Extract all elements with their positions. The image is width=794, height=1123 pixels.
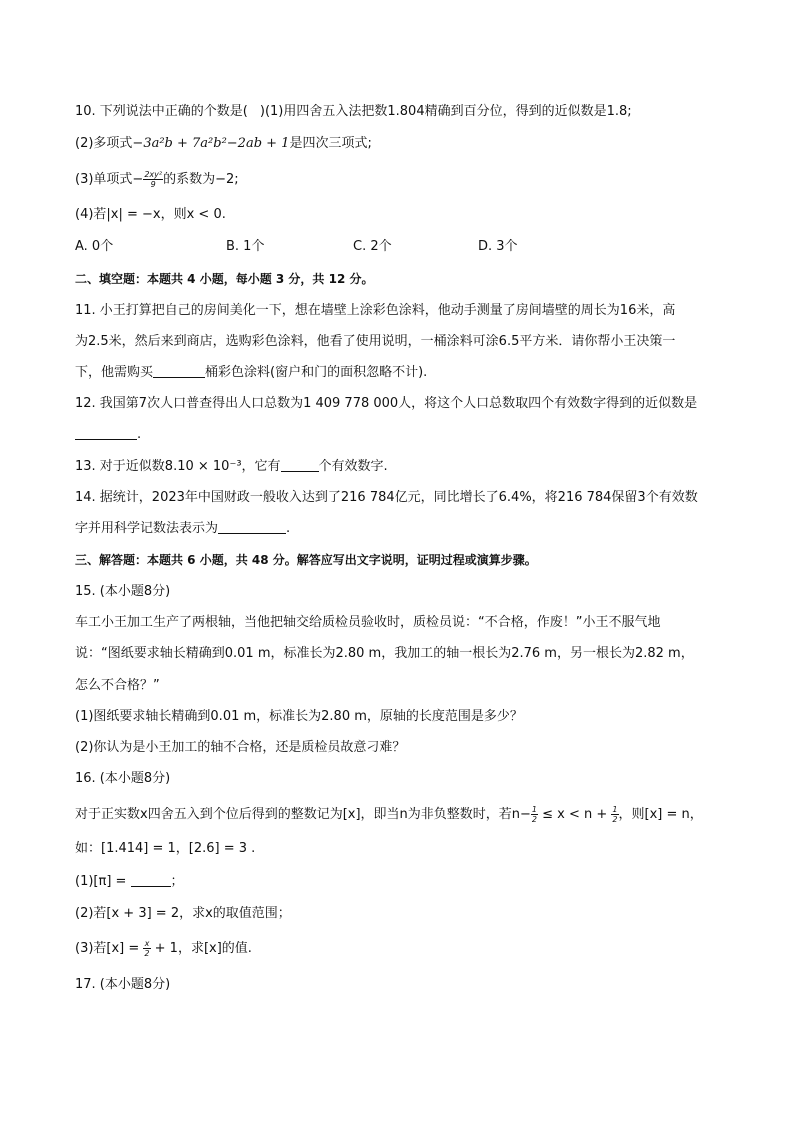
q14-line2-period: . (286, 521, 291, 536)
q10-item3-numerator: 2xy² (144, 170, 163, 179)
q16-sub3-fraction (143, 939, 150, 958)
q11-line3-part1: 下，他需购买 (75, 365, 154, 380)
q11-line1: 11. 小王打算把自己的房间美化一下，想在墙壁上涂彩色涂料，他动手测量了房间墙壁的周长为16米，高 (75, 303, 676, 318)
q16-sub3 (75, 939, 252, 958)
q16-sub3-numerator: x (144, 939, 150, 948)
q10-option-c: C. 2个 (353, 239, 392, 254)
q13-part2: 个有效数字. (318, 459, 388, 474)
q11-line3-part2: 桶彩色涂料(窗户和门的面积忽略不计). (205, 365, 428, 380)
q16-line1-part1: 对于正实数x四舍五入到个位后得到的整数记为[x]，即当n为非负整数时，若n− (75, 807, 531, 822)
q16-half-numerator-2: 1 (612, 805, 618, 814)
q10-item2-label: (2)多项式 (75, 136, 133, 151)
q13-part1: 13. 对于近似数8.10 × 10⁻³，它有 (75, 459, 281, 474)
q16-half-fraction-2 (611, 805, 618, 824)
q17-title: 17. (本小题8分) (75, 977, 171, 992)
section-2-heading: 二、填空题：本题共 4 小题，每小题 3 分，共 12 分。 (75, 272, 374, 286)
q10-stem-part1: 10. 下列说法中正确的个数是( (75, 104, 248, 119)
q10-option-d: D. 3个 (478, 239, 518, 254)
q10-item4: (4)若|x| = −x，则x < 0. (75, 207, 226, 222)
q16-sub3-denominator: 2 (144, 949, 150, 958)
q13-line (75, 457, 388, 476)
q10-option-b: B. 1个 (226, 239, 265, 254)
q16-sub2: (2)若[x + 3] = 2，求x的取值范围； (75, 906, 291, 921)
q10-stem (75, 103, 632, 121)
q10-item2-tail: 是四次三项式; (289, 136, 372, 151)
q16-half-denominator-1: 2 (531, 815, 537, 824)
q16-half-fraction-1 (531, 805, 538, 824)
q16-half-numerator-1: 1 (531, 805, 537, 814)
q10-item2-formula: −3a²b + 7a²b²−2ab + 1 (132, 136, 290, 151)
q11-line2: 为2.5米，然后来到商店，选购彩色涂料，他看了使用说明，一桶涂料可涂6.5平方米．请你帮小王决策一 (75, 334, 676, 349)
q14-line2 (75, 519, 290, 538)
q11-line3 (75, 363, 427, 382)
q12-line1: 12. 我国第7次人口普查得出人口总数为1 409 778 000人，将这个人口总数取四个有效数字得到的近似数是 (75, 396, 698, 411)
q10-option-a: A. 0个 (75, 239, 114, 254)
q10-item3-fraction (143, 170, 163, 189)
q12-answer-blank[interactable] (75, 425, 137, 440)
q10-stem-part2: )(1)用四舍五入法把数1.804精确到百分位，得到的近似数是1.8; (259, 104, 632, 119)
q16-title: 16. (本小题8分) (75, 771, 171, 786)
q13-answer-blank[interactable] (281, 457, 319, 472)
q10-item3 (75, 170, 239, 189)
q16-line1 (75, 805, 703, 824)
q15-line1: 车工小王加工生产了两根轴，当他把轴交给质检员验收时，质检员说：“不合格，作废！”小王不服气地 (75, 615, 661, 630)
q14-answer-blank[interactable] (218, 519, 286, 534)
q16-sub1-part2: ； (170, 874, 184, 889)
q15-sub2: (2)你认为是小王加工的轴不合格，还是质检员故意刁难？ (75, 740, 406, 755)
q16-line1-part2: ≤ x < n + (538, 807, 612, 822)
q16-sub1-answer-blank[interactable] (131, 872, 171, 887)
q10-item3-label: (3)单项式− (75, 172, 144, 187)
q16-line2: 如：[1.414] = 1，[2.6] = 3 . (75, 841, 256, 856)
q16-sub1 (75, 872, 184, 891)
section-3-heading: 三、解答题：本题共 6 小题，共 48 分。解答应写出文字说明，证明过程或演算步骤。 (75, 553, 537, 567)
q15-line3: 怎么不合格？” (75, 678, 160, 693)
q12-line2 (75, 425, 141, 444)
q15-sub1: (1)图纸要求轴长精确到0.01 m，标准长为2.80 m，原轴的长度范围是多少？ (75, 709, 523, 724)
q10-item3-tail: 的系数为−2; (163, 172, 239, 187)
q16-sub1-part1: (1)[π] = (75, 874, 131, 889)
q12-line2-period: . (137, 427, 142, 442)
q16-sub3-part1: (3)若[x] = (75, 941, 144, 956)
q16-sub3-part2: + 1，求[x]的值. (150, 941, 252, 956)
q16-line1-part3: ，则[x] = n， (618, 807, 703, 822)
q15-line2: 说：“图纸要求轴长精确到0.01 m，标准长为2.80 m，我加工的轴一根长为2.76 m，另一根长为2.82 m， (75, 646, 694, 661)
q16-half-denominator-2: 2 (612, 815, 618, 824)
q14-line2-part1: 字并用科学记数法表示为 (75, 521, 219, 536)
q10-item2 (75, 135, 372, 153)
q15-title: 15. (本小题8分) (75, 584, 171, 599)
q11-answer-blank[interactable] (153, 363, 205, 378)
q10-item3-denominator: 9 (150, 180, 156, 189)
q14-line1: 14. 据统计，2023年中国财政一般收入达到了216 784亿元，同比增长了6.4%，将216 784保留3个有效数 (75, 490, 698, 505)
